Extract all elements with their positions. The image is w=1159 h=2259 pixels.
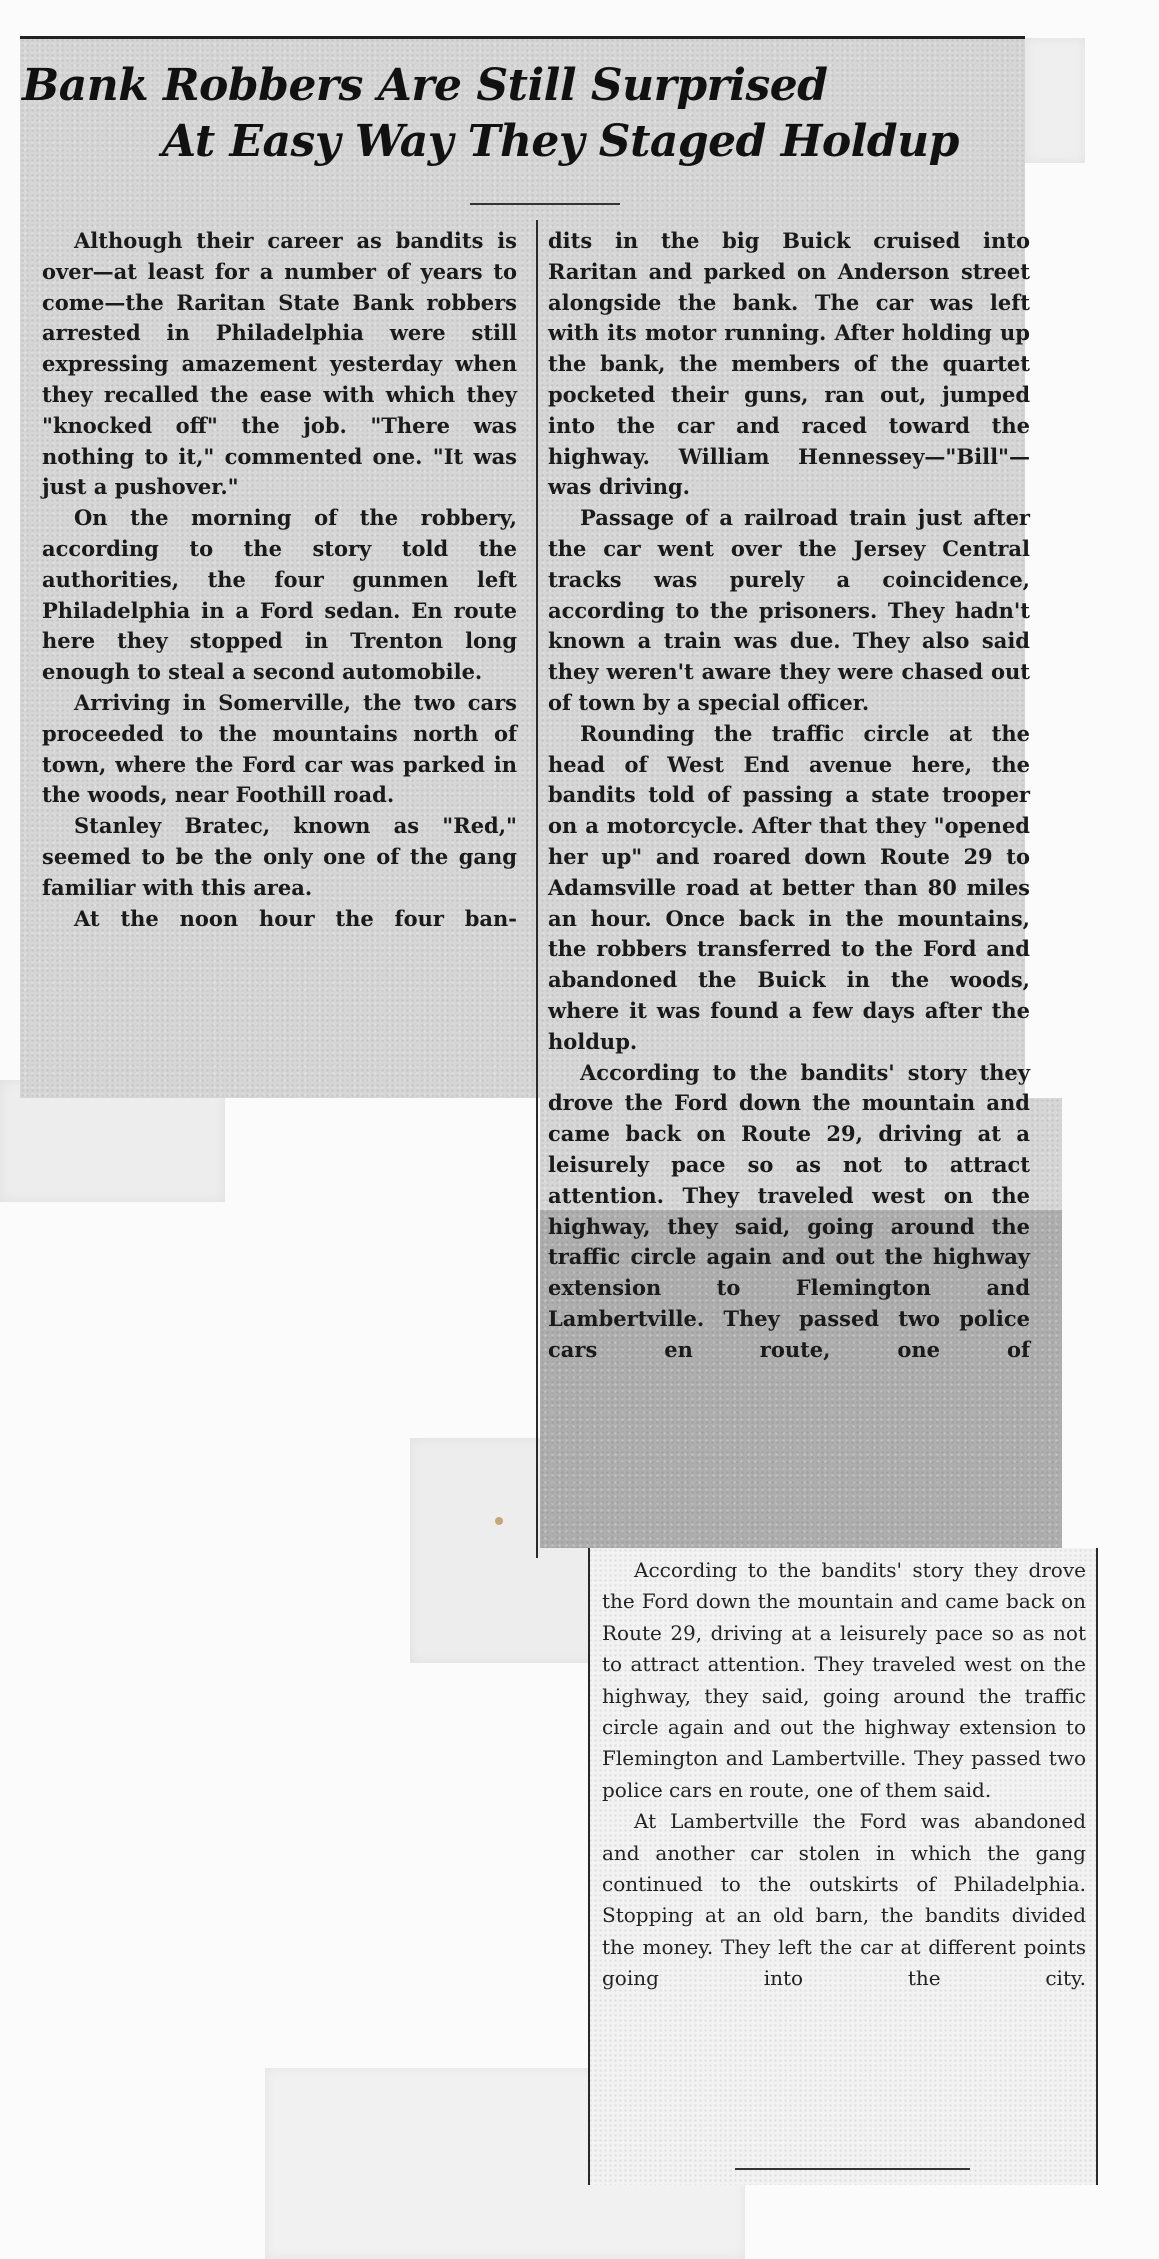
paragraph: Passage of a railroad train just after the car went over the Jersey Central tracks was purely a coincidence, according to the prisoners. They hadn't known a train was due. They also said they weren't aware they were chased out of town by a special officer. [548, 505, 1030, 715]
headline-line-1: Bank Robbers Are Still Surprised [22, 60, 828, 111]
paragraph: Rounding the traffic circle at the head of West End avenue here, the bandits told of passing a state trooper on a motorcycle. After that they "opened her up" and roared down Route 29 to Adamsville road at better than 80 miles an hour. Once back in the mountains, the robbers transferred to the Ford and abandoned the Buick in the woods, where it was found a few days after the holdup. [548, 720, 1030, 1054]
column-divider-c-right [1096, 1548, 1098, 2185]
article-column-a [42, 226, 517, 934]
paragraph: On the morning of the robbery, according to the story told the authorities, the four gunmen left Philadelphia in a Ford sedan. En route here they stopped in Trenton long enough to steal a second automobile. [42, 505, 517, 685]
article-column-c [602, 1555, 1086, 1995]
end-rule [735, 2168, 970, 2170]
headline-line-2: At Easy Way They Staged Holdup [162, 116, 959, 167]
paragraph: Although their career as bandits is over—at least for a number of years to come—the Raritan State Bank robbers arrested in Philadelphia were still expressing amazement yesterday when they recalled the ease with which they "knocked off" the job. "There was nothing to it," commented one. "It was just a pushover." [42, 228, 517, 500]
tape-strip-top-right [1025, 38, 1085, 163]
article-column-b [548, 226, 1030, 1365]
top-rule [20, 36, 1025, 39]
column-divider-ab [536, 220, 538, 1558]
paragraph: Arriving in Somerville, the two cars proceeded to the mountains north of town, where the Ford car was parked in the woods, near Foothill road. [42, 689, 517, 808]
paragraph: dits in the big Buick cruised into Raritan and parked on Anderson street alongside the bank. The car was left with its motor running. After holding up the bank, the members of the quartet pocketed their guns, ran out, jumped into the car and raced toward the highway. William Hennessey—"Bill"—was driving. [548, 228, 1030, 500]
headline-rule [470, 203, 620, 205]
column-divider-c [588, 1548, 590, 2185]
ink-spot [495, 1517, 503, 1525]
paragraph: According to the bandits' story they drove the Ford down the mountain and came back on Route 29, driving at a leisurely pace so as not to attract attention. They traveled west on the highway, they said, going around the traffic circle again and out the highway extension to Flemington and Lambertville. They passed two police cars en route, one of [548, 1059, 1030, 1362]
headline [22, 58, 1022, 170]
paragraph: At Lambertville the Ford was abandoned and another car stolen in which the gang continued to the outskirts of Philadelphia. Stopping at an old barn, the bandits divided the money. They left the car at different points going into the city. [602, 1809, 1086, 1991]
paragraph: At the noon hour the four ban- [74, 905, 517, 931]
tape-strip-left [0, 1080, 225, 1202]
paragraph: According to the bandits' story they drove the Ford down the mountain and came back on Route 29, driving at a leisurely pace so as not to attract attention. They traveled west on the highway, they said, going around the traffic circle again and out the highway extension to Flemington and Lambertville. They passed two police cars en route, one of them said. [602, 1558, 1086, 1802]
paragraph: Stanley Bratec, known as "Red," seemed to be the only one of the gang familiar with this area. [42, 813, 517, 900]
